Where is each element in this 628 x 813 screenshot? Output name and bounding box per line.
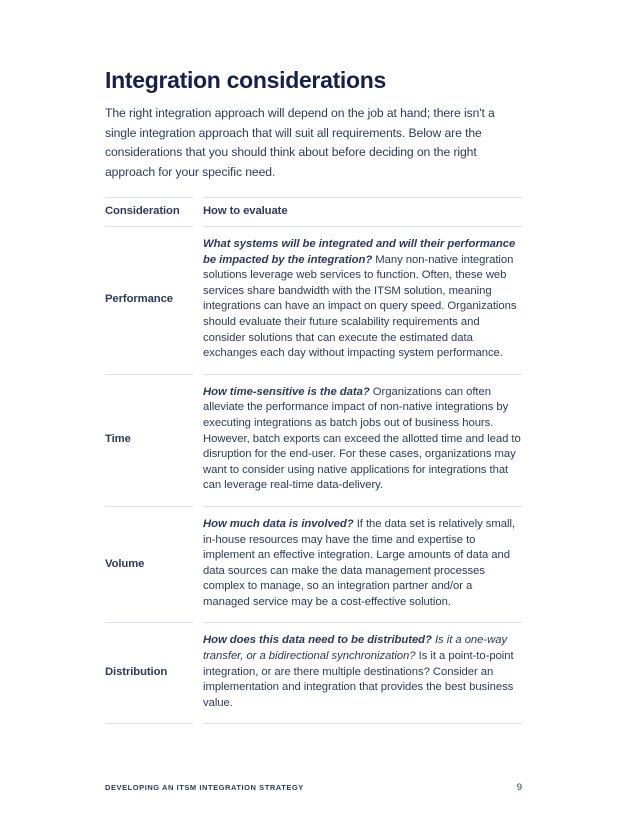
consideration-label: Distribution (105, 622, 193, 724)
intro-paragraph: The right integration approach will depend on the job at hand; there isn't a single integration approach that will suit all requirements. Below are the considerations that you should think about before deciding on the right approach for your specific need. (105, 106, 495, 179)
evaluation-text (203, 506, 522, 623)
answer-text: Organizations can often alleviate the performance impact of non-native integrations by executing integrations as batch jobs out of business hours. However, batch exports can exceed the allotted time and lead to disruption for the end-user. For these cases, organizations may want to consider using native applications for integrations that can leverage real-time data-delivery. (203, 385, 521, 492)
considerations-table (105, 197, 522, 724)
consideration-label: Volume (105, 506, 193, 623)
question-bold-italic: How much data is involved? (203, 517, 354, 530)
footer-page-number: 9 (516, 782, 522, 793)
page-title: Integration considerations (105, 67, 387, 93)
answer-text: Is it a point-to-point integration, or are there multiple destinations? Consider an implementation and integration that provides the best business value. (203, 650, 514, 709)
consideration-label: Time (105, 374, 193, 506)
question-bold-italic: What systems will be integrated and will their performance be impacted by the integration? (203, 238, 516, 266)
table-row-time (105, 374, 522, 506)
table-row-performance (105, 226, 522, 374)
evaluation-text (203, 374, 522, 506)
consideration-label: Performance (105, 226, 193, 374)
question-bold-italic: How does this data need to be distributed? (203, 634, 432, 647)
footer-doc-title: DEVELOPING AN ITSM INTEGRATION STRATEGY (105, 783, 304, 792)
column-header-how-to-evaluate: How to evaluate (203, 197, 522, 226)
question-bold-italic: How time-sensitive is the data? (203, 385, 370, 398)
table-row-distribution (105, 622, 522, 724)
column-header-consideration: Consideration (105, 197, 193, 226)
evaluation-text (203, 226, 522, 374)
table-row-volume (105, 506, 522, 623)
evaluation-text (203, 622, 522, 724)
table-header-row (105, 197, 522, 226)
answer-text: If the data set is relatively small, in-house resources may have the time and expertise to implement an effective integration. Large amounts of data and data sources can make the data management processes complex to manage, so an integration partner and/or a managed service may be a cost-effective solution. (203, 517, 516, 608)
page-footer (105, 782, 522, 793)
question-italic: Is it a one-way transfer, or a bidirectional synchronization? (203, 634, 508, 663)
answer-text: Many non-native integration solutions leverage web services to function. Often, these web services share bandwidth with the ITSM solution, meaning integrations can have an impact on query speed. Organizations should evaluate their future scalability requirements and consider solutions that can execute the estimated data exchanges each day without impacting system performance. (203, 253, 517, 360)
